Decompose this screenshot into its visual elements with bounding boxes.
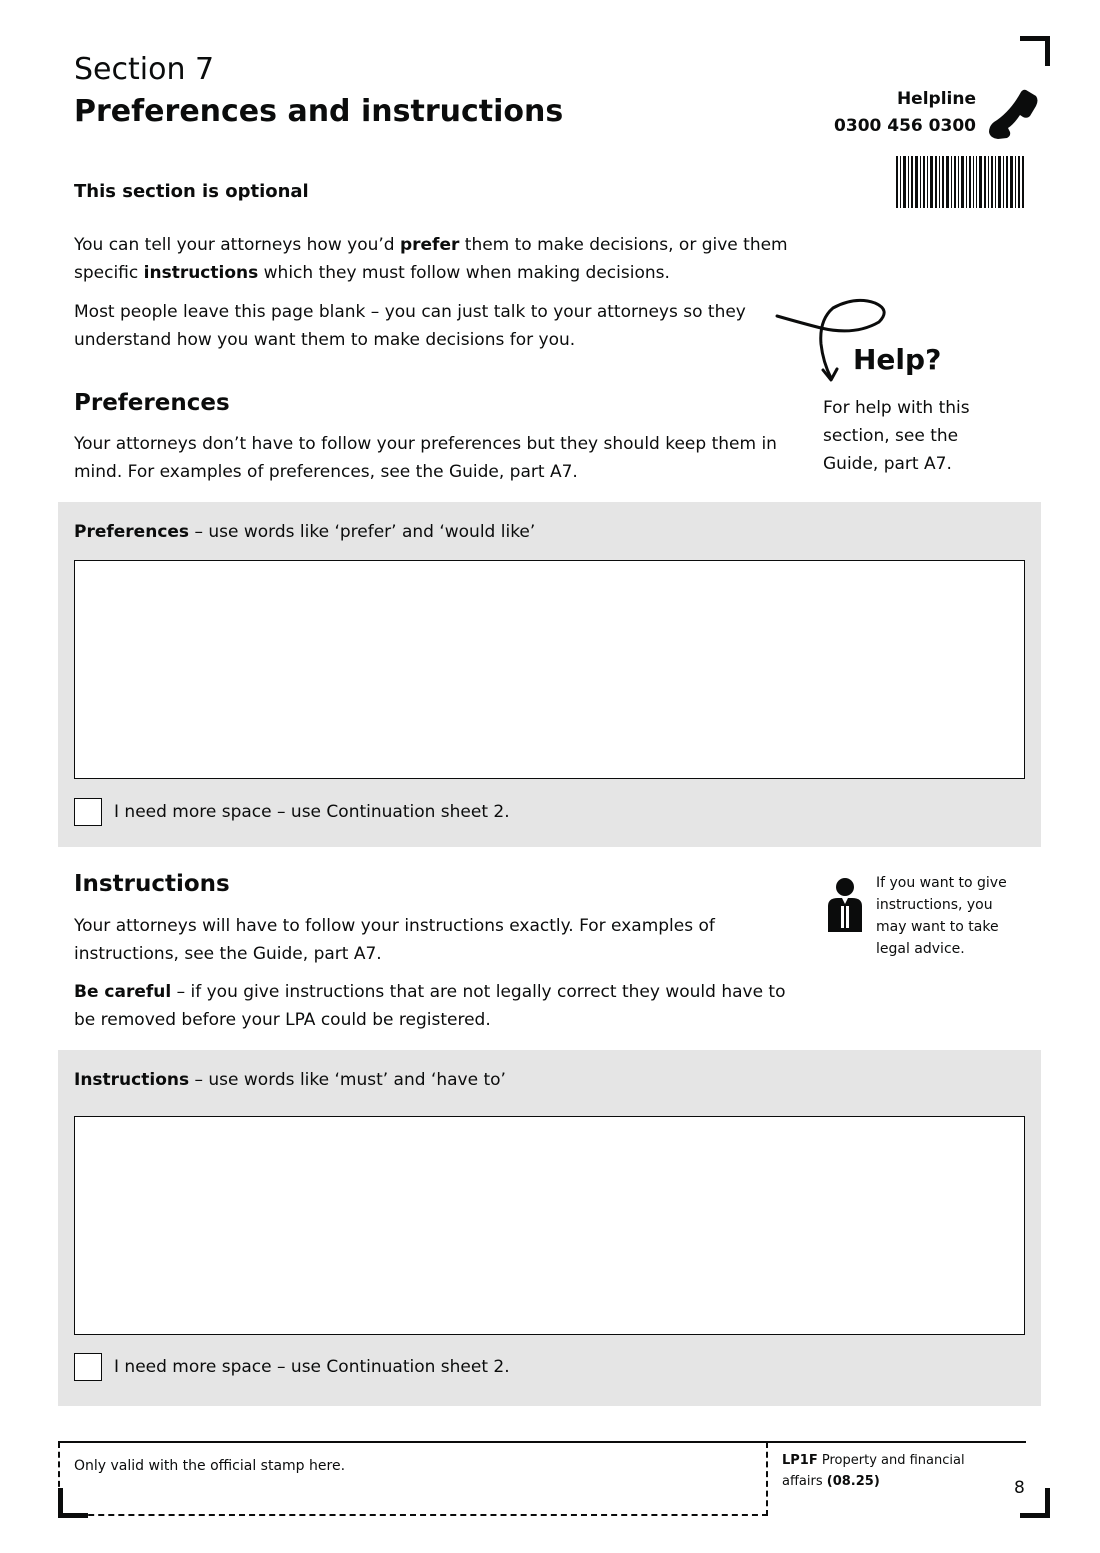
barcode	[896, 156, 1024, 208]
stamp-area	[58, 1442, 768, 1516]
preferences-heading: Preferences	[74, 390, 230, 416]
preferences-more-space-row	[74, 798, 510, 826]
intro-text: them to make decisions, or give them specific	[74, 235, 788, 283]
instructions-more-space-label: I need more space – use Continuation sheet 2.	[114, 1357, 510, 1377]
preferences-panel-label	[74, 522, 535, 542]
section-label: Section 7	[74, 52, 215, 87]
preferences-label-bold: Preferences	[74, 522, 190, 542]
intro-text: which they must follow when making decisions.	[258, 263, 670, 283]
instructions-panel-label	[74, 1070, 506, 1090]
preferences-label-rest: – use words like ‘prefer’ and ‘would like’	[189, 522, 536, 542]
instructions-more-space-row	[74, 1353, 510, 1381]
instructions-label-rest: – use words like ‘must’ and ‘have to’	[189, 1070, 506, 1090]
phone-icon	[986, 86, 1040, 140]
page-number: 8	[1014, 1478, 1025, 1498]
form-name: Property and financial affairs	[782, 1453, 965, 1489]
instructions-label-bold: Instructions	[74, 1070, 190, 1090]
preferences-description: Your attorneys don’t have to follow your preferences but they should keep them in mind. For examples of preferences, see the Guide, part A7.	[74, 434, 777, 482]
form-reference	[782, 1450, 982, 1492]
help-text: For help with this section, see the Guide, part A7.	[823, 398, 970, 474]
helpline	[834, 86, 976, 140]
instructions-text-box[interactable]	[74, 1116, 1025, 1335]
preferences-panel	[58, 502, 1041, 847]
corner-mark-top-right	[1020, 36, 1050, 66]
intro-emphasis-prefer: prefer	[399, 235, 460, 255]
stamp-notice: Only valid with the official stamp here.	[74, 1458, 346, 1474]
instructions-panel	[58, 1050, 1041, 1406]
instructions-more-space-checkbox[interactable]	[74, 1353, 102, 1381]
legal-advice-note: If you want to give instructions, you may want to take legal advice.	[876, 875, 1007, 957]
intro-emphasis-instructions: instructions	[143, 263, 259, 283]
preferences-more-space-checkbox[interactable]	[74, 798, 102, 826]
intro-text: You can tell your attorneys how you’d	[74, 235, 400, 255]
instructions-warning	[74, 978, 794, 1034]
form-version: (08.25)	[826, 1474, 880, 1489]
preferences-more-space-label: I need more space – use Continuation sheet 2.	[114, 802, 510, 822]
helpline-label: Helpline	[896, 89, 976, 109]
warning-text: – if you give instructions that are not legally correct they would have to be removed before your LPA could be registered.	[74, 982, 786, 1030]
form-code: LP1F	[782, 1453, 818, 1468]
page-title: Preferences and instructions	[74, 94, 564, 129]
intro-paragraph-2: Most people leave this page blank – you can just talk to your attorneys so they understand how you want them to make decisions for you.	[74, 302, 746, 350]
warning-bold: Be careful	[74, 982, 172, 1002]
help-title: Help?	[853, 343, 942, 376]
instructions-description: Your attorneys will have to follow your instructions exactly. For examples of instructions, see the Guide, part A7.	[74, 916, 715, 964]
optional-notice: This section is optional	[74, 181, 309, 202]
legal-advisor-icon	[824, 876, 866, 932]
helpline-number: 0300 456 0300	[834, 116, 976, 136]
intro-paragraph-1	[74, 231, 794, 287]
instructions-heading: Instructions	[74, 871, 230, 897]
preferences-text-box[interactable]	[74, 560, 1025, 779]
